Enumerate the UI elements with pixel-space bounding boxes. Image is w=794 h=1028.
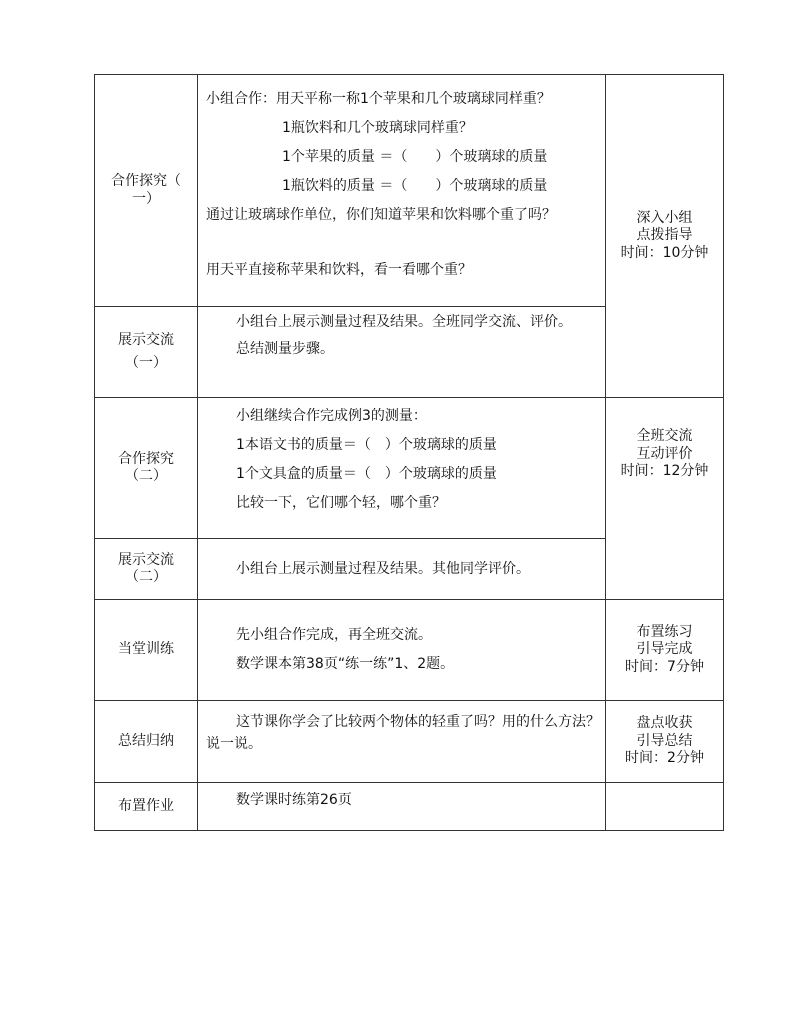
content-cell [198,600,606,701]
content-line: 1个苹果的质量 ＝（ ）个玻璃球的质量 [282,149,548,165]
content-line: 1本语文书的质量＝（ ）个玻璃球的质量 [236,437,497,453]
content-cell [198,701,606,783]
lesson-plan-table [94,74,724,831]
table-row [95,398,724,539]
content-cell [198,75,606,307]
stage-label: 当堂训练 [118,641,174,658]
note-label: 时间：2分钟 [625,750,704,767]
content-line: 通过让玻璃球作单位，你们知道苹果和饮料哪个重了吗？ [206,207,556,223]
content-line: 这节课你学会了比较两个物体的轻重了吗？用的什么方法？说一说。 [206,714,600,752]
table-row [95,75,724,307]
note-label: 时间：12分钟 [620,463,709,479]
stage-label: 一） [132,190,160,207]
content-line: 用天平直接称苹果和饮料，看一看哪个重？ [206,262,472,278]
note-label: 深入小组 [636,209,693,226]
stage-label: 合作探究 [118,450,174,467]
stage-label: （一） [125,355,167,371]
note-cell [606,600,724,701]
note-label: 时间：7分钟 [625,658,704,675]
content-line: 数学课本第38页“练一练”1、2题。 [236,656,455,672]
note-label: 布置练习 [636,623,693,640]
note-cell-empty [606,783,724,831]
content-line: 小组继续合作完成例3的测量： [236,408,427,424]
stage-label: 展示交流 [118,331,174,348]
stage-cell [95,75,198,307]
note-label: 点拨指导 [636,227,693,244]
stage-label: 总结归纳 [118,732,174,749]
content-line: 小组台上展示测量过程及结果。其他同学评价。 [236,560,530,577]
table-row [95,701,724,783]
content-line: 1个文具盒的质量＝（ ）个玻璃球的质量 [236,466,497,482]
note-cell [606,398,724,600]
content-cell [198,783,606,831]
content-line: 先小组合作完成，再全班交流。 [236,627,432,643]
stage-cell [95,398,198,539]
content-line: 总结测量步骤。 [236,341,334,357]
stage-label: （二） [125,569,167,585]
note-label: 时间：10分钟 [620,244,709,261]
stage-label: 布置作业 [118,797,174,814]
note-label: 引导总结 [636,732,693,749]
stage-cell [95,701,198,783]
stage-cell [95,539,198,600]
content-cell [198,539,606,600]
note-cell [606,701,724,783]
note-label: 盘点收获 [636,715,693,732]
note-label: 引导完成 [636,641,693,658]
note-label: 全班交流 [636,428,693,444]
stage-label: 展示交流 [118,551,174,568]
table-row [95,783,724,831]
stage-cell [95,600,198,701]
note-cell [606,75,724,398]
content-line: 小组台上展示测量过程及结果。全班同学交流、评价。 [236,314,572,330]
content-cell [198,307,606,398]
stage-cell [95,307,198,398]
content-line: 小组合作：用天平称一称1个苹果和几个玻璃球同样重？ [206,91,551,107]
content-line: 比较一下，它们哪个轻，哪个重？ [236,495,446,511]
table-row [95,600,724,701]
stage-cell [95,783,198,831]
spacer [206,230,601,256]
content-line: 1瓶饮料和几个玻璃球同样重？ [282,120,473,136]
note-label: 互动评价 [636,445,693,462]
stage-label: 合作探究（ [111,173,181,189]
content-line: 数学课时练第26页 [236,792,352,808]
stage-label: （二） [125,468,167,484]
content-line: 1瓶饮料的质量 ＝（ ）个玻璃球的质量 [282,178,548,194]
content-cell [198,398,606,539]
